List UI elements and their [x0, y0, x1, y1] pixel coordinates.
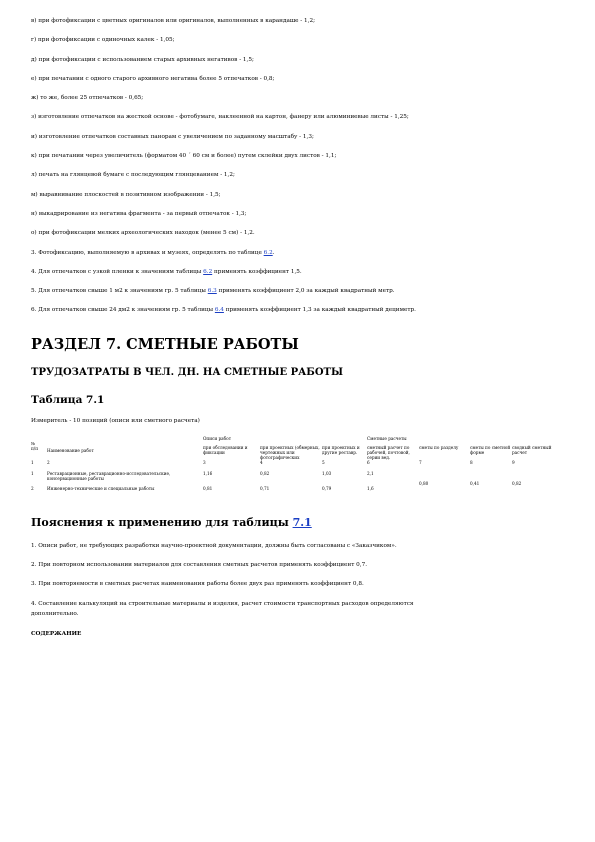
table-header-row — [31, 441, 552, 460]
header-cell: № п/п — [31, 441, 38, 451]
list-item: л) печать на глянцевой бумаге с последующим глянцеванием - 1,2; — [31, 172, 235, 179]
table-cell: 1 — [31, 460, 34, 465]
table-link[interactable]: 6.2 — [263, 249, 273, 256]
table-cell: 2,1 — [367, 471, 374, 476]
list-item: м) выравнивание плоскостей в позитивном изображении - 1,5; — [31, 191, 221, 198]
list-item: к) при печатании через увеличитель (форматом 40 ´ 60 см и более) путем склейки двух листов - 1,1; — [31, 153, 337, 160]
header-group-cell: Описи работ — [203, 436, 232, 441]
header-cell: сводный сметный расчет — [512, 445, 552, 455]
table-cell: 1,6 — [367, 486, 374, 491]
header-cell: при обследовании и фиксации — [203, 445, 248, 455]
note-item: 3. Фотофиксацию, выполняемую в архивах и музеях, определять по таблице 6.2. — [31, 249, 275, 256]
note-item: 1. Описи работ, не требующих разработки научно-проектной документации, должны быть согласованы с «Заказчиком». — [31, 543, 397, 549]
estimate-table — [31, 436, 552, 491]
list-item: о) при фотофиксации мелких археологических находок (менее 5 см) - 1,2. — [31, 230, 255, 237]
note-item: 5. Для отпечатков свыше 1 м2 к значениям гр. 5 таблицы 6.3 применять коэффициент 2,0 за каждый квадратный метр. — [31, 288, 395, 295]
section-subtitle: ТРУДОЗАТРАТЫ В ЧЕЛ. ДН. НА СМЕТНЫЕ РАБОТЫ — [31, 367, 343, 378]
list-item: е) при печатании с одного старого архивного негатива более 5 отпечатков - 0,8; — [31, 75, 275, 82]
table-link[interactable]: 6.2 — [203, 268, 213, 275]
note-item: дополнительно. — [31, 611, 79, 617]
table-cell: Реставрационные, реставрационно-исследовательские, консервационные работы — [47, 471, 171, 481]
table-cell: 1 — [31, 471, 34, 476]
section-title: РАЗДЕЛ 7. СМЕТНЫЕ РАБОТЫ — [31, 336, 299, 353]
table-cell — [419, 486, 470, 491]
list-item: в) при фотофиксации с цветных оригиналов или оригиналов, выполненных в карандаше - 1,2; — [31, 18, 316, 24]
items-block — [31, 18, 571, 314]
header-cell: при проектных и другие реставр. — [322, 445, 360, 455]
contents-heading[interactable]: СОДЕРЖАНИЕ — [31, 631, 82, 637]
table-title: Таблица 7.1 — [31, 394, 105, 406]
note-item: 4. Для отпечатков с узкой пленки к значениям таблицы 6.2 применять коэффициент 1,5. — [31, 268, 302, 275]
table-cell: 0,41 — [470, 481, 480, 486]
note-item: 2. При повторном использовании материалов для составления сметных расчетов применять коэффициент 0,7. — [31, 562, 367, 568]
table-row — [31, 486, 552, 491]
explanations-title: Пояснения к применению для таблицы 7.1 — [31, 516, 312, 529]
table-cell — [512, 486, 552, 491]
note-item: 6. Для отпечатков свыше 24 дм2 к значениям гр. 5 таблицы 6.4 применять коэффициент 1,3 за каждый квадратный дециметр. — [31, 307, 416, 314]
table-cell: 4 — [260, 460, 263, 465]
table-cell: 3 — [203, 460, 206, 465]
table-cell: 6 — [367, 460, 370, 465]
table-link[interactable]: 7.1 — [292, 516, 312, 529]
table-link[interactable]: 6.3 — [207, 288, 217, 295]
header-cell: при проектных (обмерных, чертежных или фотографических — [260, 445, 320, 460]
table-number-row — [31, 460, 552, 471]
list-item: г) при фотофиксации с одиночных калек - 1,05; — [31, 37, 175, 44]
header-group-cell: Сметные расчеты — [367, 436, 407, 441]
table-cell: 0,71 — [260, 486, 270, 491]
table-cell: 1,03 — [322, 471, 332, 476]
list-item: н) выкадрирование из негатива фрагмента - за первый отпечаток - 1,3; — [31, 210, 247, 217]
list-item: з) изготовление отпечатков на жесткой основе - фотобумаге, наклеенной на картон, фанеру или алюминиевые листы - 1,25; — [31, 114, 409, 121]
table-cell: 0,80 — [419, 481, 429, 486]
note-item: 3. При повторяемости в сметных расчетах наименования работы более двух раз применять коэффициент 0,8. — [31, 581, 364, 587]
table-cell: 0,82 — [512, 481, 522, 486]
table-cell: 5 — [322, 460, 325, 465]
table-cell: 8 — [470, 460, 473, 465]
list-item: и) изготовление отпечатков составных панорам с увеличением по заданному масштабу - 1,3; — [31, 133, 314, 140]
header-cell: сметы по разделу — [419, 445, 459, 450]
table-cell: 0,82 — [260, 471, 270, 476]
table-cell: 0,79 — [322, 486, 332, 491]
table-cell — [470, 486, 512, 491]
table-cell: 9 — [512, 460, 515, 465]
header-cell: Наименование работ — [47, 448, 94, 453]
table-cell: 0,81 — [203, 486, 213, 491]
table-link[interactable]: 6.4 — [214, 307, 224, 314]
header-cell: сметный расчет по рабочей, почтовой, серии вед. — [367, 445, 410, 460]
note-item: 4. Составление калькуляций на строительные материалы и изделия, расчет стоимости транспортных расходов определяются — [31, 601, 414, 607]
header-cell: сметы по сметной форме — [470, 445, 511, 455]
list-item: д) при фотофиксации с использованием старых архивных негативов - 1,5; — [31, 56, 254, 63]
list-item: ж) то же, более 25 отпечатков - 0,65; — [31, 95, 144, 102]
table-meter: Измеритель - 10 позиций (описи или сметного расчета) — [31, 418, 200, 424]
table-cell: 2 — [31, 486, 34, 491]
table-cell: 1,16 — [203, 471, 213, 476]
table-cell: 2 — [47, 460, 50, 465]
table-row — [31, 471, 552, 486]
table-cell: 7 — [419, 460, 422, 465]
table-cell: Инженерно-технические и специальные работы — [47, 486, 155, 491]
